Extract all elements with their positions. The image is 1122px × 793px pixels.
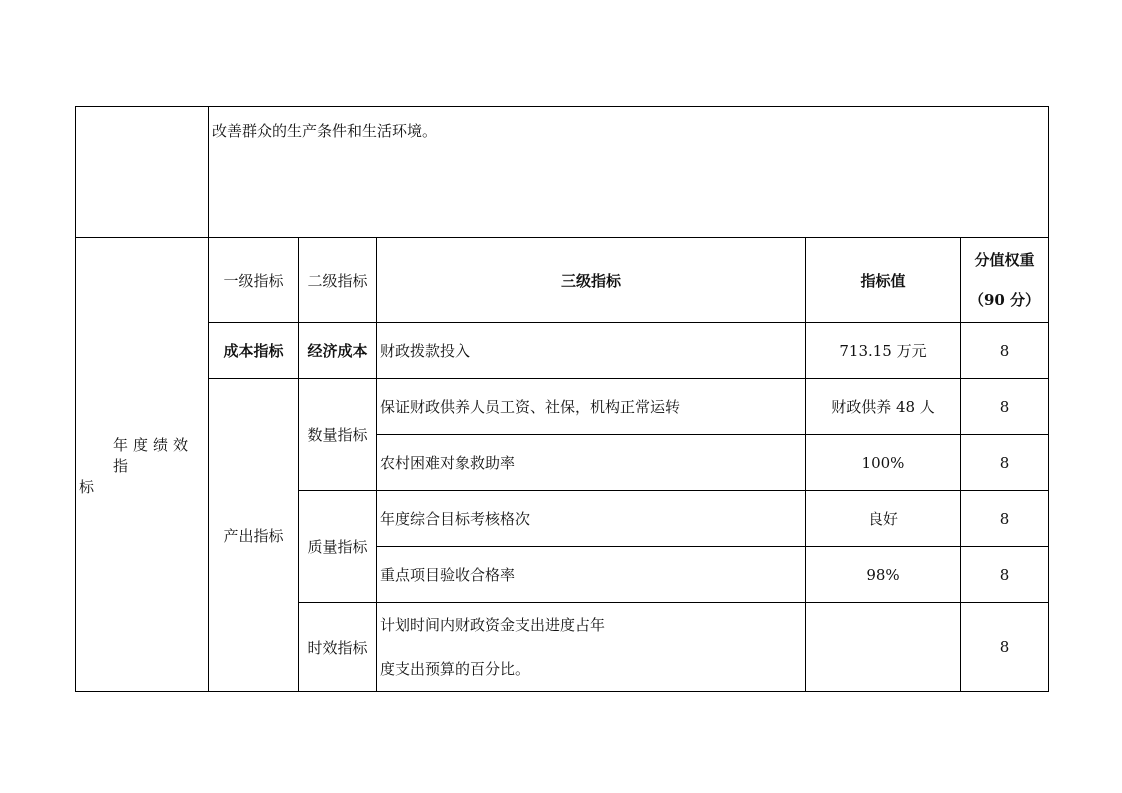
cost-level1: 成本指标 [209,323,299,379]
intro-row [76,107,1049,238]
cost-value: 713.15 万元 [806,323,961,379]
cost-score: 8 [961,323,1049,379]
q2-value: 100% [806,435,961,491]
section-label-line1: 年度绩效指 [113,436,194,475]
performance-table [75,106,1049,692]
table-row [76,379,1049,435]
intro-text: 改善群众的生产条件和生活环境。 [209,107,1049,238]
output-label: 产出指标 [209,379,299,692]
ql2-level3: 重点项目验收合格率 [377,547,806,603]
intro-empty-cell [76,107,209,238]
ql1-score: 8 [961,491,1049,547]
q1-value: 财政供养 48 人 [806,379,961,435]
header-score-line1: 分值权重 [974,251,1035,269]
t1-level3 [377,603,806,692]
quality-label: 质量指标 [299,491,377,603]
section-label-cell [76,238,209,692]
header-score [961,238,1049,323]
ql1-level3: 年度综合目标考核格次 [377,491,806,547]
q1-level3: 保证财政供养人员工资、社保，机构正常运转 [377,379,806,435]
cost-level3: 财政拨款投入 [377,323,806,379]
t1-score: 8 [961,603,1049,692]
q1-score: 8 [961,379,1049,435]
timeliness-label: 时效指标 [299,603,377,692]
header-level1: 一级指标 [209,238,299,323]
cost-level2: 经济成本 [299,323,377,379]
t1-value [806,603,961,692]
header-score-line2: （90 分） [968,291,1041,309]
table-row [76,323,1049,379]
ql2-score: 8 [961,547,1049,603]
section-label-line2: 标 [79,478,95,496]
t1-level3-line1: 计划时间内财政资金支出进度占年 [380,616,606,634]
q2-level3: 农村困难对象救助率 [377,435,806,491]
t1-level3-line2: 度支出预算的百分比。 [380,660,531,678]
header-row [76,238,1049,323]
quantity-label: 数量指标 [299,379,377,491]
header-value: 指标值 [806,238,961,323]
header-level3: 三级指标 [377,238,806,323]
ql2-value: 98% [806,547,961,603]
header-level2: 二级指标 [299,238,377,323]
q2-score: 8 [961,435,1049,491]
ql1-value: 良好 [806,491,961,547]
